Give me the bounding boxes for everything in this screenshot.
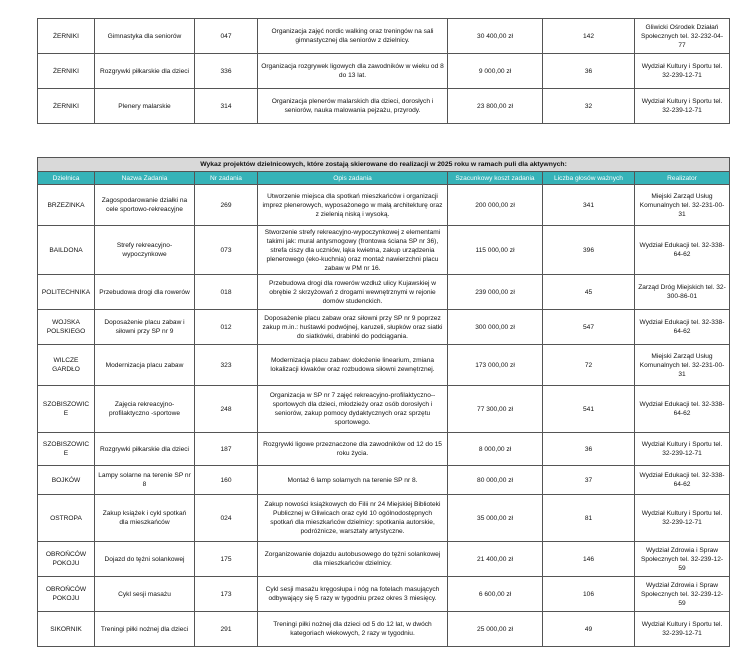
- executor-cell: Wydział Kultury i Sportu tel. 32-239-12-71: [635, 612, 730, 647]
- table-row: [38, 386, 730, 433]
- task-number-cell: 187: [195, 433, 258, 466]
- executor-cell: Miejski Zarząd Usług Komunalnych tel. 32-231-00-31: [635, 345, 730, 386]
- description-cell: Treningi piłki nożnej dla dzieci od 5 do 12 lat, w dwóch kategoriach wiekowych, 2 razy w tygodniu.: [258, 612, 448, 647]
- votes-cell: 541: [543, 386, 635, 433]
- district-cell: BOJKÓW: [38, 466, 95, 495]
- district-cell: OBROŃCÓW POKOJU: [38, 577, 95, 612]
- votes-cell: 341: [543, 185, 635, 226]
- task-name-cell: Lampy solarne na terenie SP nr 8: [95, 466, 195, 495]
- task-number-cell: 175: [195, 542, 258, 577]
- task-name-cell: Cykl sesji masażu: [95, 577, 195, 612]
- executor-cell: Wydział Edukacji tel. 32-338-64-62: [635, 310, 730, 345]
- cost-cell: 80 000,00 zł: [448, 466, 543, 495]
- votes-cell: 32: [543, 89, 635, 124]
- district-cell: WILCZE GARDŁO: [38, 345, 95, 386]
- cost-cell: 6 600,00 zł: [448, 577, 543, 612]
- cost-cell: 35 000,00 zł: [448, 495, 543, 542]
- projects-table: [37, 157, 730, 647]
- task-name-cell: Gimnastyka dla seniorów: [95, 19, 195, 54]
- description-cell: Modernizacja placu zabaw: dołożenie linearium, zmiana lokalizacji kiwaków oraz rozbudowa siłowni zewnętrznej.: [258, 345, 448, 386]
- cost-cell: 23 800,00 zł: [448, 89, 543, 124]
- district-cell: ŻERNIKI: [38, 54, 95, 89]
- district-cell: WOJSKA POLSKIEGO: [38, 310, 95, 345]
- votes-cell: 45: [543, 275, 635, 310]
- header-description: Opis zadania: [258, 172, 448, 185]
- header-cost: Szacunkowy koszt zadania: [448, 172, 543, 185]
- district-cell: ŻERNIKI: [38, 89, 95, 124]
- cost-cell: 21 400,00 zł: [448, 542, 543, 577]
- header-votes: Liczba głosów ważnych: [543, 172, 635, 185]
- table-row: [38, 466, 730, 495]
- table-row: [38, 310, 730, 345]
- task-number-cell: 073: [195, 226, 258, 275]
- header-district: Dzielnica: [38, 172, 95, 185]
- table-row: [38, 495, 730, 542]
- table-caption: Wykaz projektów dzielnicowych, które zostają skierowane do realizacji w 2025 roku w ramach puli dla aktywnych:: [38, 158, 730, 172]
- description-cell: Organizacja zajęć nordic walking oraz treningów na sali gimnastycznej dla seniorów z dzielnicy.: [258, 19, 448, 54]
- task-name-cell: Strefy rekreacyjno-wypoczynkowe: [95, 226, 195, 275]
- description-cell: Organizacja rozgrywek ligowych dla zawodników w wieku od 8 do 13 lat.: [258, 54, 448, 89]
- votes-cell: 142: [543, 19, 635, 54]
- description-cell: Montaż 6 lamp solarnych na terenie SP nr 8.: [258, 466, 448, 495]
- votes-cell: 547: [543, 310, 635, 345]
- executor-cell: Wydział Kultury i Sportu tel. 32-239-12-71: [635, 433, 730, 466]
- table-row: [38, 612, 730, 647]
- executor-cell: Wydział Zdrowia i Spraw Społecznych tel. 32-239-12-59: [635, 542, 730, 577]
- executor-cell: Zarząd Dróg Miejskich tel. 32-300-86-01: [635, 275, 730, 310]
- top-table-body: [38, 19, 730, 124]
- votes-cell: 72: [543, 345, 635, 386]
- header-task-number: Nr zadania: [195, 172, 258, 185]
- task-number-cell: 323: [195, 345, 258, 386]
- cost-cell: 25 000,00 zł: [448, 612, 543, 647]
- executor-cell: Gliwicki Ośrodek Działań Społecznych tel. 32-232-04-77: [635, 19, 730, 54]
- table-row: [38, 542, 730, 577]
- votes-cell: 106: [543, 577, 635, 612]
- table-row: [38, 345, 730, 386]
- table-header-row: [38, 172, 730, 185]
- district-cell: OSTROPA: [38, 495, 95, 542]
- district-cell: POLITECHNIKA: [38, 275, 95, 310]
- cost-cell: 77 300,00 zł: [448, 386, 543, 433]
- task-number-cell: 336: [195, 54, 258, 89]
- task-name-cell: Zajęcia rekreacyjno-profilaktyczno -sportowe: [95, 386, 195, 433]
- task-number-cell: 012: [195, 310, 258, 345]
- executor-cell: Wydział Zdrowia i Spraw Społecznych tel. 32-239-12-59: [635, 577, 730, 612]
- district-cell: BRZEZINKA: [38, 185, 95, 226]
- votes-cell: 396: [543, 226, 635, 275]
- executor-cell: Miejski Zarząd Usług Komunalnych tel. 32-231-00-31: [635, 185, 730, 226]
- votes-cell: 146: [543, 542, 635, 577]
- cost-cell: 9 000,00 zł: [448, 54, 543, 89]
- description-cell: Organizacja w SP nr 7 zajęć rekreacyjno-profilaktyczno--sportowych dla dzieci, młodzieży oraz osób dorosłych i seniorów, zakup pomocy dydaktycznych oraz sprzętu sportowego.: [258, 386, 448, 433]
- task-name-cell: Przebudowa drogi dla rowerów: [95, 275, 195, 310]
- executor-cell: Wydział Kultury i Sportu tel. 32-239-12-71: [635, 54, 730, 89]
- task-name-cell: Treningi piłki nożnej dla dzieci: [95, 612, 195, 647]
- votes-cell: 49: [543, 612, 635, 647]
- task-name-cell: Rozgrywki piłkarskie dla dzieci: [95, 54, 195, 89]
- district-cell: SZOBISZOWICE: [38, 433, 95, 466]
- table-row: [38, 185, 730, 226]
- task-name-cell: Rozgrywki piłkarskie dla dzieci: [95, 433, 195, 466]
- top-table: [37, 18, 730, 124]
- description-cell: Stworzenie strefy rekreacyjno-wypoczynkowej z elementami takimi jak: mural antysmogowy (frontowa ściana SP nr 36), strefa ciszy dla uczniów, łąka kwietna, zakup urządzenia plenerowego (eko-kuchnia) oraz montaż nawierzchni placu zabaw w PM nr 16.: [258, 226, 448, 275]
- table-row: [38, 19, 730, 54]
- table-row: [38, 577, 730, 612]
- description-cell: Zorganizowanie dojazdu autobusowego do tężni solankowej dla mieszkańców dzielnicy.: [258, 542, 448, 577]
- projects-table-head: [38, 158, 730, 185]
- votes-cell: 37: [543, 466, 635, 495]
- task-number-cell: 160: [195, 466, 258, 495]
- votes-cell: 36: [543, 433, 635, 466]
- description-cell: Cykl sesji masażu kręgosłupa i nóg na fotelach masujących odbywający się 5 razy w tygodniu przez okres 3 miesięcy.: [258, 577, 448, 612]
- task-number-cell: 018: [195, 275, 258, 310]
- cost-cell: 30 400,00 zł: [448, 19, 543, 54]
- task-number-cell: 269: [195, 185, 258, 226]
- description-cell: Organizacja plenerów malarskich dla dzieci, dorosłych i seniorów, nauka malowania pejzażu, przyrody.: [258, 89, 448, 124]
- executor-cell: Wydział Kultury i Sportu tel. 32-239-12-71: [635, 495, 730, 542]
- district-cell: SZOBISZOWICE: [38, 386, 95, 433]
- task-number-cell: 173: [195, 577, 258, 612]
- task-number-cell: 248: [195, 386, 258, 433]
- task-number-cell: 047: [195, 19, 258, 54]
- cost-cell: 200 000,00 zł: [448, 185, 543, 226]
- header-executor: Realizator: [635, 172, 730, 185]
- district-cell: SIKORNIK: [38, 612, 95, 647]
- district-cell: BAILDONA: [38, 226, 95, 275]
- table-row: [38, 275, 730, 310]
- table-row: [38, 226, 730, 275]
- executor-cell: Wydział Kultury i Sportu tel. 32-239-12-71: [635, 89, 730, 124]
- task-number-cell: 291: [195, 612, 258, 647]
- description-cell: Doposażenie placu zabaw oraz siłowni przy SP nr 9 poprzez zakup m.in.: huśtawki podwójnej, karuzeli, słupków oraz siatki do siatkówki, drabinki do podciągania.: [258, 310, 448, 345]
- task-name-cell: Plenery malarskie: [95, 89, 195, 124]
- district-cell: OBROŃCÓW POKOJU: [38, 542, 95, 577]
- task-name-cell: Zakup książek i cykl spotkań dla mieszkańców: [95, 495, 195, 542]
- description-cell: Utworzenie miejsca dla spotkań mieszkańców i organizacji imprez plenerowych, wyposażonego w małą architekturę oraz z zielenią niską i wysoką.: [258, 185, 448, 226]
- district-cell: ŻERNIKI: [38, 19, 95, 54]
- executor-cell: Wydział Edukacji tel. 32-338-64-62: [635, 226, 730, 275]
- cost-cell: 300 000,00 zł: [448, 310, 543, 345]
- table-row: [38, 433, 730, 466]
- table-caption-row: [38, 158, 730, 172]
- cost-cell: 115 000,00 zł: [448, 226, 543, 275]
- votes-cell: 81: [543, 495, 635, 542]
- table-row: [38, 89, 730, 124]
- task-number-cell: 024: [195, 495, 258, 542]
- task-name-cell: Zagospodarowanie działki na cele sportowo-rekreacyjne: [95, 185, 195, 226]
- table-row: [38, 54, 730, 89]
- votes-cell: 36: [543, 54, 635, 89]
- cost-cell: 8 000,00 zł: [448, 433, 543, 466]
- task-number-cell: 314: [195, 89, 258, 124]
- description-cell: Rozgrywki ligowe przeznaczone dla zawodników od 12 do 15 roku życia.: [258, 433, 448, 466]
- projects-table-body: [38, 185, 730, 647]
- cost-cell: 173 000,00 zł: [448, 345, 543, 386]
- cost-cell: 239 000,00 zł: [448, 275, 543, 310]
- task-name-cell: Doposażenie placu zabaw i siłowni przy SP nr 9: [95, 310, 195, 345]
- description-cell: Zakup nowości książkowych do Filii nr 24 Miejskiej Biblioteki Publicznej w Gliwicach oraz cykl 10 ogólnodostępnych spotkań dla mieszkańców dzielnicy: spotkania autorskie, podróżnicze, warsztaty artystyczne.: [258, 495, 448, 542]
- description-cell: Przebudowa drogi dla rowerów wzdłuż ulicy Kujawskiej w obrębie 2 skrzyżowań z drogami wewnętrznymi w rejonie domów studenckich.: [258, 275, 448, 310]
- task-name-cell: Dojazd do tężni solankowej: [95, 542, 195, 577]
- header-task-name: Nazwa Zadania: [95, 172, 195, 185]
- executor-cell: Wydział Edukacji tel. 32-338-64-62: [635, 466, 730, 495]
- task-name-cell: Modernizacja placu zabaw: [95, 345, 195, 386]
- executor-cell: Wydział Edukacji tel. 32-338-64-62: [635, 386, 730, 433]
